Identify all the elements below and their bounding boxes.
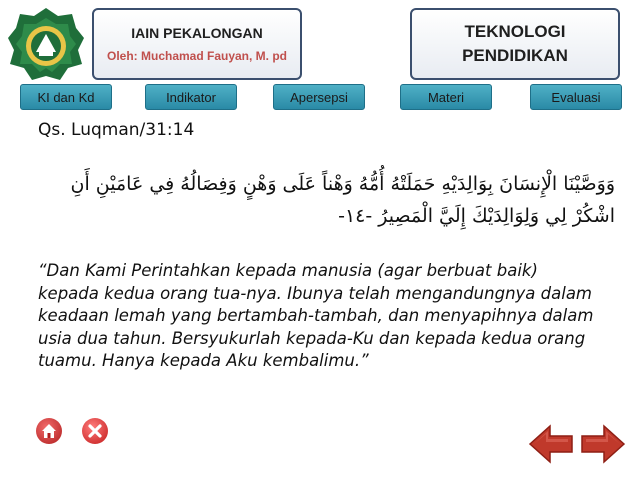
home-button[interactable] — [36, 418, 62, 444]
arabic-line-1: وَوَصَّيْنَا الْإِنسَانَ بِوَالِدَيْهِ حَمَلَتْهُ أُمُّهُ وَهْناً عَلَى وَهْنٍ وَفِصَالُهُ فِي عَامَيْنِ أَنِ — [70, 173, 615, 195]
arrow-left-icon — [530, 426, 572, 462]
course-header — [410, 8, 620, 80]
arabic-line-2: اشْكُرْ لِي وَلِوَالِدَيْكَ إِلَيَّ الْمَصِيرُ -١٤- — [338, 205, 615, 227]
iain-logo — [6, 6, 86, 84]
nav-bar — [0, 84, 638, 110]
nav-button-apersepsi[interactable]: Apersepsi — [273, 84, 365, 110]
course-title-line2: PENDIDIKAN — [462, 46, 568, 65]
institution-title: IAIN PEKALONGAN — [131, 25, 263, 41]
arrow-right-icon — [582, 426, 624, 462]
home-icon — [36, 418, 62, 444]
arabic-verse — [30, 168, 615, 232]
back-button[interactable] — [528, 422, 576, 466]
nav-button-materi[interactable]: Materi — [400, 84, 492, 110]
institution-header — [92, 8, 302, 80]
nav-button-ki-kd[interactable]: KI dan Kd — [20, 84, 112, 110]
nav-button-indikator[interactable]: Indikator — [145, 84, 237, 110]
author-subtitle: Oleh: Muchamad Fauyan, M. pd — [106, 49, 288, 63]
verse-translation: “Dan Kami Perintahkan kepada manusia (agar berbuat baik) kepada kedua orang tua-nya. Ibunya telah mengandungnya dalam keadaan lemah yang bertambah-tambah, dan menyapihnya dalam usia dua tahun. Bersyukurlah kepada-Ku dan kepada kedua orang tuamu. Hanya kepada Aku kembalimu.” — [38, 261, 594, 370]
next-button[interactable] — [578, 422, 626, 466]
close-button[interactable] — [82, 418, 108, 444]
nav-button-evaluasi[interactable]: Evaluasi — [530, 84, 622, 110]
close-icon — [82, 418, 108, 444]
verse-reference: Qs. Luqman/31:14 — [38, 120, 195, 140]
course-title-line1: TEKNOLOGI — [464, 22, 566, 41]
